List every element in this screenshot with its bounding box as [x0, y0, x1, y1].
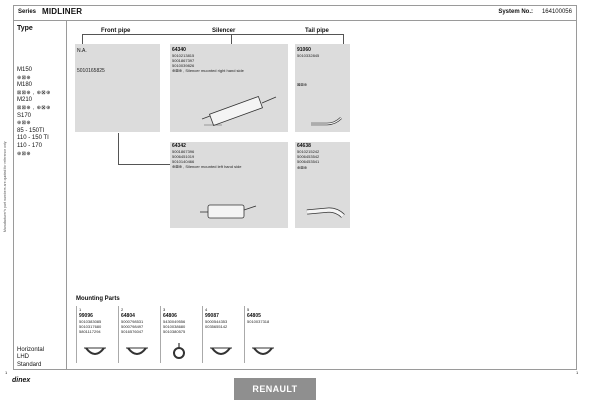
mounting-refs — [247, 319, 269, 324]
col-front-pipe: Front pipe — [101, 28, 131, 34]
silencer-2-note: ⊕⊠⊕ , Silencer mounted left hand side — [172, 164, 242, 169]
silencer-box-1[interactable] — [170, 44, 288, 132]
type-item: M150 — [17, 67, 33, 73]
system-value: 164100056 — [541, 9, 572, 15]
type-item: S170 — [17, 112, 32, 119]
type-item: 85 - 150TI — [17, 127, 45, 134]
ref: 5010039826 — [172, 63, 195, 68]
mounting-refs — [79, 319, 101, 334]
mounting-item[interactable] — [244, 306, 287, 363]
mounting-item[interactable] — [118, 306, 161, 363]
ref: 0035655142 — [205, 324, 228, 329]
front-pipe-box[interactable] — [75, 44, 160, 132]
type-icons: ⊠⊠⊕ , ⊕⊠⊕ — [17, 104, 51, 111]
mounting-pn: 64804 — [121, 313, 135, 319]
branch-line-v — [118, 133, 119, 164]
series-label: Series — [18, 9, 37, 15]
mounting-title: Mounting Parts — [76, 296, 120, 302]
ref: 5010213815 — [172, 53, 195, 58]
mounting-pn: 99096 — [79, 313, 93, 319]
ref: 5006451019 — [172, 154, 195, 159]
tail-2-pn: 64638 — [297, 143, 311, 149]
page-number: 1 — [576, 370, 579, 375]
config-standard: Standard — [17, 361, 42, 368]
hanger-icon — [167, 342, 191, 360]
ref: 5010037318 — [247, 319, 270, 324]
type-item: 110 - 170 — [17, 142, 42, 149]
system-label: System No.: — [498, 9, 533, 15]
silencer-diagram-icon — [198, 200, 258, 222]
mounting-pn: 64806 — [163, 313, 177, 319]
series-value: MIDLINER — [42, 7, 83, 16]
type-icons: ⊕⊠⊕ — [17, 74, 32, 81]
dinex-logo: dinex — [12, 377, 31, 384]
tail-pipe-box-1[interactable] — [295, 44, 350, 132]
front-pipe-ref: 5010165825 — [77, 68, 105, 74]
mounting-num: 3 — [163, 307, 166, 312]
tail-2-icons: ⊕⊠⊕ — [297, 165, 308, 170]
connector-front — [82, 34, 83, 44]
mounting-refs — [163, 319, 185, 334]
mounting-item[interactable] — [76, 306, 119, 363]
ref: 5006453541 — [297, 159, 320, 164]
type-icons: ⊕⊠⊕ — [17, 120, 32, 127]
col-silencer: Silencer — [212, 28, 236, 34]
tail-pipe-diagram-icon — [309, 114, 345, 128]
ref: 5010380575 — [163, 329, 186, 334]
mounting-refs — [205, 319, 227, 329]
silencer-1-refs — [172, 53, 194, 68]
mounting-num: 4 — [205, 307, 208, 312]
brand-badge: RENAULT — [234, 378, 316, 400]
col-tail-pipe: Tail pipe — [305, 28, 329, 34]
config-orientation: Horizontal — [17, 347, 45, 353]
config-drive: LHD — [17, 354, 30, 361]
connector-silencer — [231, 34, 232, 44]
ref: 5000798497 — [121, 324, 144, 329]
type-item: M210 — [17, 97, 33, 104]
type-list — [17, 67, 51, 158]
ref: 5016576047 — [121, 329, 144, 334]
ref: 5000544353 — [205, 319, 228, 324]
ref: 5001867396 — [172, 149, 195, 154]
reference-note: Manufacturer's part numbers are quoted for reference only — [3, 141, 7, 232]
ref: 5430049556 — [163, 319, 186, 324]
ref: 5006453542 — [297, 154, 320, 159]
tail-2-refs — [297, 149, 319, 164]
type-item: M180 — [17, 82, 33, 89]
front-pipe-pn: N.A. — [77, 48, 87, 54]
tail-1-ref: 5010332845 — [297, 53, 320, 58]
type-icons: ⊕⊠⊕ — [17, 150, 32, 157]
mounting-num: 2 — [121, 307, 124, 312]
config-list — [17, 347, 44, 369]
clamp-icon — [209, 342, 233, 360]
mounting-item[interactable] — [202, 306, 245, 363]
mounting-refs — [121, 319, 143, 334]
silencer-1-note: ⊕⊠⊕ , Silencer muonted right hand side — [172, 68, 244, 73]
type-sidebar — [14, 21, 67, 369]
header-bar — [14, 6, 576, 21]
ref: 5010038680 — [163, 324, 186, 329]
type-title: Type — [17, 25, 33, 32]
tail-pipe-box-2[interactable] — [295, 142, 350, 228]
connector-tail — [343, 34, 344, 44]
mounting-pn: 99087 — [205, 313, 219, 319]
silencer-1-pn: 64340 — [172, 47, 186, 53]
clamp-icon — [125, 342, 149, 360]
header-connector — [82, 34, 343, 35]
ref: 5010317680 — [79, 324, 102, 329]
silencer-2-refs — [172, 149, 194, 164]
tail-pipe-diagram-icon — [303, 200, 347, 222]
clamp-icon — [251, 342, 275, 360]
type-item: 110 - 150 TI — [17, 135, 49, 142]
ref: 5000798531 — [121, 319, 144, 324]
silencer-box-2[interactable] — [170, 142, 288, 228]
silencer-2-pn: 64342 — [172, 143, 186, 149]
clamp-icon — [83, 342, 107, 360]
mounting-pn: 64805 — [247, 313, 261, 319]
mounting-num: 1 — [79, 307, 82, 312]
silencer-diagram-icon — [200, 89, 280, 129]
tail-1-icons: ⊠⊠⊕ — [297, 82, 308, 87]
mounting-item[interactable] — [160, 306, 203, 363]
tail-1-pn: 91060 — [297, 47, 311, 53]
ref: 5001867397 — [172, 58, 195, 63]
page-number-left: 1 — [5, 370, 8, 375]
ref: 5010383085 — [79, 319, 102, 324]
mounting-num: 5 — [247, 307, 250, 312]
ref: 5010215242 — [297, 149, 320, 154]
ref: 5801117294 — [79, 329, 101, 334]
ref: 5010140466 — [172, 159, 195, 164]
branch-line-h — [118, 164, 170, 165]
type-icons: ⊠⊠⊕ , ⊕⊠⊕ — [17, 89, 51, 96]
